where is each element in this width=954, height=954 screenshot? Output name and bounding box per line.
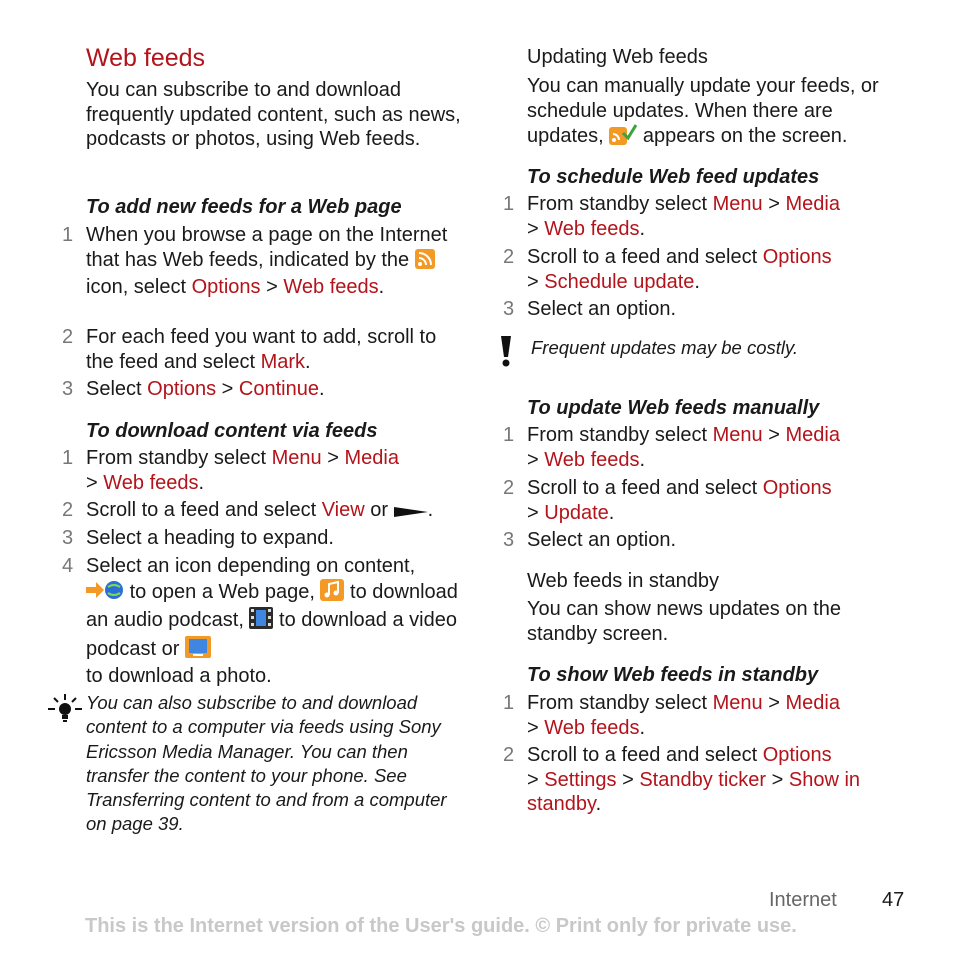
standby-text: You can show news updates on the standby screen. [527, 598, 841, 645]
menu-web-feeds: Web feeds [544, 716, 640, 739]
standby-heading: Web feeds in standby [527, 570, 719, 592]
menu-web-feeds: Web feeds [544, 448, 640, 471]
add-step-2: 2 For each feed you want to add, scroll to the feed and select Mark. [62, 326, 437, 373]
menu-media: Media [344, 447, 399, 469]
photo-icon [185, 636, 211, 665]
menu-mark: Mark [260, 350, 306, 373]
warning-text: Frequent updates may be costly. [531, 337, 799, 358]
menu-options: Options [762, 246, 832, 268]
feed-update-icon [609, 123, 637, 152]
schedule-step-1: 1 From standby select Menu > Media > Web feeds. [503, 193, 840, 240]
manual-step-1: 1 From standby select Menu > Media > Web feeds. [503, 424, 840, 471]
menu-web-feeds: Web feeds [283, 276, 379, 298]
page-number: 47 [882, 889, 905, 911]
download-step-1: 1 From standby select Menu > Media > Web feeds. [62, 447, 399, 494]
warning-exclamation-icon [499, 336, 513, 373]
play-arrow-icon [394, 501, 428, 526]
menu-update: Update [544, 501, 609, 524]
menu-menu: Menu [271, 447, 322, 469]
add-step-3: 3 Select Options > Continue. [62, 378, 325, 400]
menu-settings: Settings [544, 768, 617, 791]
menu-view: View [321, 499, 365, 521]
updating-text: You can manually update your feeds, or schedule updates. When there are updates, appears on the screen. [527, 74, 912, 152]
footer-section-name: Internet [769, 889, 837, 911]
download-step-3: 3 Select a heading to expand. [62, 527, 334, 549]
web-page-icon [86, 579, 124, 608]
intro-text: You can subscribe to and download frequently updated content, such as news, podcasts or photos, using Web feeds. [86, 79, 461, 150]
menu-web-feeds: Web feeds [103, 471, 199, 494]
menu-options: Options [191, 276, 261, 298]
tip-bulb-icon [48, 694, 82, 731]
add-feeds-heading: To add new feeds for a Web page [86, 196, 402, 218]
footer-disclaimer: This is the Internet version of the User's guide. © Print only for private use. [85, 915, 797, 937]
download-step-2: 2 Scroll to a feed and select View or . [86, 498, 471, 526]
menu-options: Options [762, 477, 832, 499]
menu-continue: Continue [238, 378, 319, 400]
menu-schedule-update: Schedule update [544, 270, 695, 293]
page-title: Web feeds [86, 44, 206, 72]
menu-media: Media [785, 424, 840, 446]
menu-web-feeds: Web feeds [544, 217, 640, 240]
audio-podcast-icon [320, 579, 344, 608]
schedule-step-3: 3 Select an option. [503, 298, 676, 320]
menu-options: Options [762, 744, 832, 766]
manual-step-3: 3 Select an option. [503, 529, 676, 551]
show-heading: To show Web feeds in standby [527, 664, 819, 686]
video-podcast-icon [249, 607, 273, 636]
show-step-1: 1 From standby select Menu > Media > Web feeds. [503, 692, 840, 739]
menu-show-in-standby: Show in standby [527, 768, 861, 815]
download-step-4: 4 Select an icon depending on content, to open a Web page, to download an audio podcast, to download a video podcast or to download a photo. [62, 555, 458, 687]
download-heading: To download content via feeds [86, 420, 378, 442]
tip-text: You can also subscribe to and download content to a computer via feeds using Sony Ericsson Media Manager. You can then transfer the content to your phone. See Transferring content to and from a computer on page 39. [86, 692, 447, 835]
manual-heading: To update Web feeds manually [527, 397, 820, 419]
menu-media: Media [785, 692, 840, 714]
show-step-2: 2 Scroll to a feed and select Options > Settings > Standby ticker > Show in standby. [503, 744, 861, 815]
menu-menu: Menu [712, 692, 763, 714]
add-step-1: 1 When you browse a page on the Internet that has Web feeds, indicated by the icon, select Options > Web feeds. [62, 224, 448, 298]
updating-heading: Updating Web feeds [527, 46, 708, 68]
schedule-step-2: 2 Scroll to a feed and select Options > Schedule update. [503, 246, 832, 293]
rss-feed-icon [415, 249, 435, 276]
menu-options: Options [147, 378, 217, 400]
menu-media: Media [785, 193, 840, 215]
menu-menu: Menu [712, 424, 763, 446]
schedule-heading: To schedule Web feed updates [527, 166, 820, 188]
manual-step-2: 2 Scroll to a feed and select Options > Update. [503, 477, 832, 524]
menu-standby-ticker: Standby ticker [639, 768, 767, 791]
menu-menu: Menu [712, 193, 763, 215]
